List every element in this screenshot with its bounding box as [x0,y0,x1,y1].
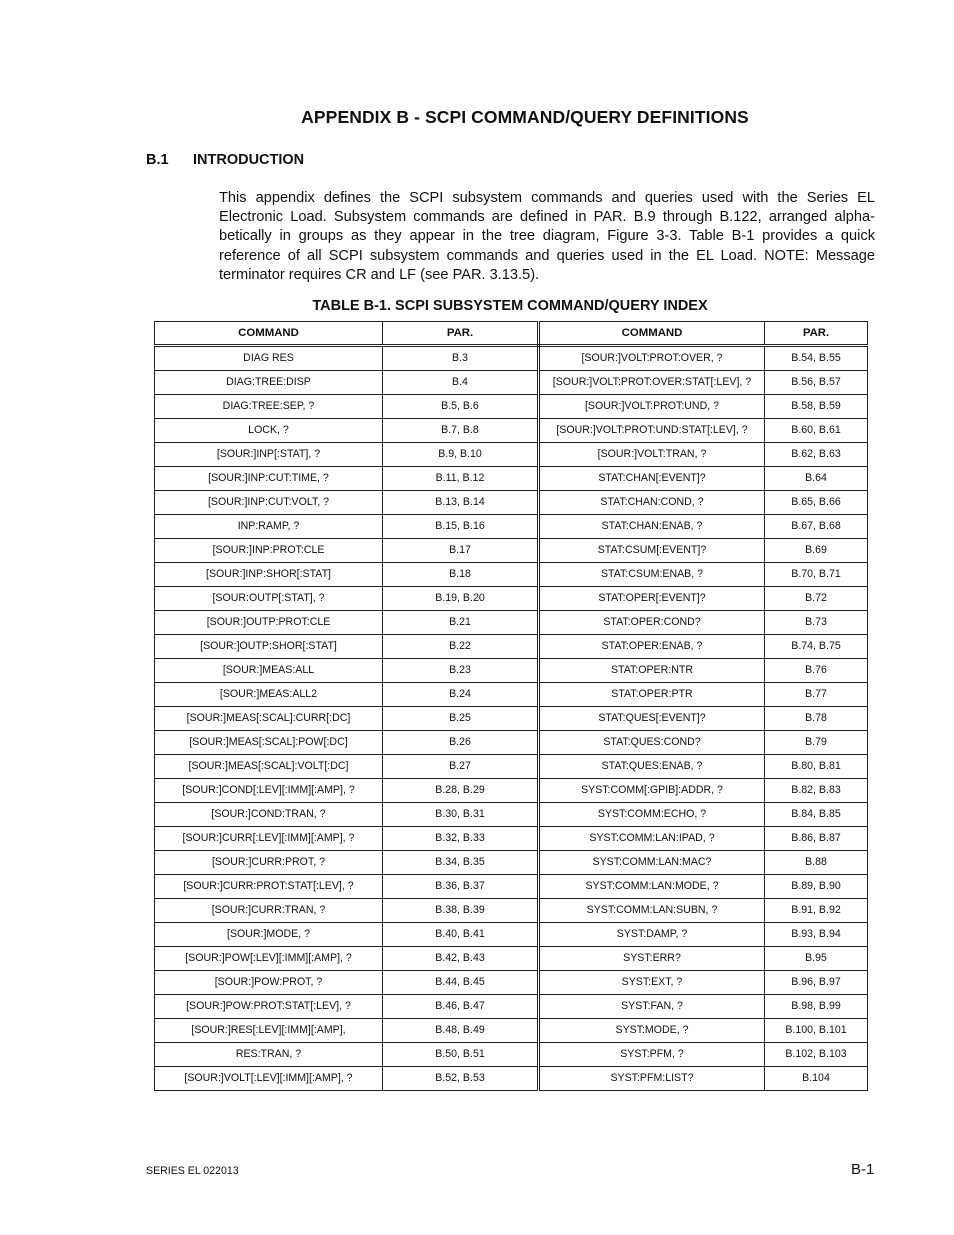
table-row [155,731,868,755]
par-left-cell: B.30, B.31 [383,803,539,827]
par-right-cell: B.84, B.85 [765,803,868,827]
par-left-cell: B.46, B.47 [383,995,539,1019]
header-command-right: COMMAND [539,322,765,346]
command-right-cell: STAT:CHAN[:EVENT]? [539,467,765,491]
command-left-cell: [SOUR:]VOLT[:LEV][:IMM][:AMP], ? [155,1067,383,1091]
par-left-cell: B.15, B.16 [383,515,539,539]
table-row [155,1019,868,1043]
par-left-cell: B.22 [383,635,539,659]
command-right-cell: STAT:CHAN:ENAB, ? [539,515,765,539]
intro-paragraph: This appendix defines the SCPI subsystem commands and queries used with the Series EL Electronic Load. Subsystem commands are defined in PAR. B.9 through B.122, arranged alpha-betically in groups as they appear in the tree diagram, Figure 3-3. Table B-1 provides a quick reference of all SCPI subsystem commands and queries used in the EL Load. NOTE: Message terminator requires CR and LF (see PAR. 3.13.5). [219,190,875,283]
command-right-cell: SYST:COMM:LAN:MAC? [539,851,765,875]
par-left-cell: B.21 [383,611,539,635]
header-command-left: COMMAND [155,322,383,346]
par-left-cell: B.3 [383,346,539,371]
par-left-cell: B.50, B.51 [383,1043,539,1067]
command-left-cell: [SOUR:]MEAS:ALL2 [155,683,383,707]
command-left-cell: [SOUR:]INP:SHOR[:STAT] [155,563,383,587]
table-row [155,611,868,635]
command-left-cell: [SOUR:]INP[:STAT], ? [155,443,383,467]
command-left-cell: [SOUR:]POW[:LEV][:IMM][:AMP], ? [155,947,383,971]
table-header-row [155,322,868,346]
table-row [155,515,868,539]
par-right-cell: B.65, B.66 [765,491,868,515]
par-right-cell: B.73 [765,611,868,635]
section-title: INTRODUCTION [193,152,305,168]
command-right-cell: STAT:OPER:COND? [539,611,765,635]
command-right-cell: SYST:COMM:LAN:IPAD, ? [539,827,765,851]
par-left-cell: B.9, B.10 [383,443,539,467]
par-left-cell: B.27 [383,755,539,779]
par-left-cell: B.17 [383,539,539,563]
par-right-cell: B.78 [765,707,868,731]
par-left-cell: B.18 [383,563,539,587]
command-left-cell: DIAG:TREE:DISP [155,371,383,395]
command-left-cell: [SOUR:]MEAS[:SCAL]:POW[:DC] [155,731,383,755]
table-row [155,707,868,731]
page-number: B-1 [851,1161,875,1178]
command-left-cell: [SOUR:]INP:PROT:CLE [155,539,383,563]
par-right-cell: B.86, B.87 [765,827,868,851]
par-left-cell: B.5, B.6 [383,395,539,419]
header-par-left: PAR. [383,322,539,346]
command-right-cell: STAT:QUES:COND? [539,731,765,755]
command-left-cell: [SOUR:]CURR:PROT, ? [155,851,383,875]
par-right-cell: B.76 [765,659,868,683]
par-right-cell: B.100, B.101 [765,1019,868,1043]
command-left-cell: RES:TRAN, ? [155,1043,383,1067]
command-left-cell: [SOUR:]MEAS:ALL [155,659,383,683]
command-right-cell: SYST:MODE, ? [539,1019,765,1043]
table-row [155,419,868,443]
par-right-cell: B.72 [765,587,868,611]
par-left-cell: B.52, B.53 [383,1067,539,1091]
table-row [155,1067,868,1091]
par-right-cell: B.77 [765,683,868,707]
par-right-cell: B.88 [765,851,868,875]
par-right-cell: B.102, B.103 [765,1043,868,1067]
table-row [155,587,868,611]
footer-series-label: SERIES EL 022013 [146,1165,239,1177]
par-right-cell: B.67, B.68 [765,515,868,539]
section-heading [146,152,304,168]
appendix-title: APPENDIX B - SCPI COMMAND/QUERY DEFINITIONS [301,107,749,127]
command-right-cell: [SOUR:]VOLT:PROT:UND:STAT[:LEV], ? [539,419,765,443]
par-left-cell: B.32, B.33 [383,827,539,851]
table-row [155,395,868,419]
command-left-cell: [SOUR:]MEAS[:SCAL]:CURR[:DC] [155,707,383,731]
header-par-right: PAR. [765,322,868,346]
par-left-cell: B.7, B.8 [383,419,539,443]
par-right-cell: B.56, B.57 [765,371,868,395]
command-right-cell: SYST:PFM, ? [539,1043,765,1067]
command-left-cell: [SOUR:]POW:PROT, ? [155,971,383,995]
par-left-cell: B.13, B.14 [383,491,539,515]
command-right-cell: [SOUR:]VOLT:PROT:OVER:STAT[:LEV], ? [539,371,765,395]
command-right-cell: [SOUR:]VOLT:PROT:UND, ? [539,395,765,419]
command-right-cell: [SOUR:]VOLT:TRAN, ? [539,443,765,467]
table-row [155,346,868,371]
par-left-cell: B.19, B.20 [383,587,539,611]
command-left-cell: [SOUR:]COND:TRAN, ? [155,803,383,827]
par-left-cell: B.4 [383,371,539,395]
command-index-table [154,321,868,1091]
command-left-cell: DIAG RES [155,346,383,371]
command-right-cell: STAT:OPER[:EVENT]? [539,587,765,611]
table-row [155,563,868,587]
command-left-cell: [SOUR:]COND[:LEV][:IMM][:AMP], ? [155,779,383,803]
table-row [155,683,868,707]
table-row [155,635,868,659]
table-row [155,875,868,899]
command-right-cell: STAT:CSUM:ENAB, ? [539,563,765,587]
par-right-cell: B.54, B.55 [765,346,868,371]
command-left-cell: INP:RAMP, ? [155,515,383,539]
command-right-cell: STAT:OPER:NTR [539,659,765,683]
par-left-cell: B.48, B.49 [383,1019,539,1043]
command-left-cell: [SOUR:]INP:CUT:VOLT, ? [155,491,383,515]
par-right-cell: B.93, B.94 [765,923,868,947]
par-right-cell: B.58, B.59 [765,395,868,419]
command-right-cell: STAT:CSUM[:EVENT]? [539,539,765,563]
table-row [155,827,868,851]
par-left-cell: B.28, B.29 [383,779,539,803]
table-row [155,659,868,683]
command-left-cell: [SOUR:]RES[:LEV][:IMM][:AMP], [155,1019,383,1043]
par-left-cell: B.26 [383,731,539,755]
table-row [155,1043,868,1067]
par-right-cell: B.79 [765,731,868,755]
section-number: B.1 [146,152,169,168]
command-right-cell: STAT:QUES:ENAB, ? [539,755,765,779]
par-right-cell: B.91, B.92 [765,899,868,923]
par-right-cell: B.95 [765,947,868,971]
par-right-cell: B.82, B.83 [765,779,868,803]
table-row [155,971,868,995]
par-right-cell: B.89, B.90 [765,875,868,899]
par-left-cell: B.36, B.37 [383,875,539,899]
table-row [155,755,868,779]
par-right-cell: B.98, B.99 [765,995,868,1019]
par-right-cell: B.64 [765,467,868,491]
command-left-cell: DIAG:TREE:SEP, ? [155,395,383,419]
command-right-cell: SYST:COMM[:GPIB]:ADDR, ? [539,779,765,803]
par-right-cell: B.70, B.71 [765,563,868,587]
command-right-cell: STAT:OPER:ENAB, ? [539,635,765,659]
par-left-cell: B.11, B.12 [383,467,539,491]
command-right-cell: [SOUR:]VOLT:PROT:OVER, ? [539,346,765,371]
par-right-cell: B.80, B.81 [765,755,868,779]
command-right-cell: SYST:COMM:LAN:MODE, ? [539,875,765,899]
par-left-cell: B.44, B.45 [383,971,539,995]
command-right-cell: SYST:FAN, ? [539,995,765,1019]
command-left-cell: [SOUR:]MODE, ? [155,923,383,947]
command-right-cell: SYST:COMM:ECHO, ? [539,803,765,827]
table-row [155,803,868,827]
command-right-cell: STAT:CHAN:COND, ? [539,491,765,515]
command-left-cell: [SOUR:]OUTP:SHOR[:STAT] [155,635,383,659]
par-left-cell: B.25 [383,707,539,731]
command-left-cell: [SOUR:]OUTP:PROT:CLE [155,611,383,635]
command-right-cell: SYST:EXT, ? [539,971,765,995]
table-row [155,467,868,491]
table-row [155,899,868,923]
table-row [155,995,868,1019]
par-left-cell: B.38, B.39 [383,899,539,923]
par-left-cell: B.34, B.35 [383,851,539,875]
command-right-cell: STAT:OPER:PTR [539,683,765,707]
table-row [155,851,868,875]
command-right-cell: SYST:COMM:LAN:SUBN, ? [539,899,765,923]
par-left-cell: B.42, B.43 [383,947,539,971]
table-row [155,539,868,563]
par-right-cell: B.62, B.63 [765,443,868,467]
par-right-cell: B.96, B.97 [765,971,868,995]
command-right-cell: SYST:PFM:LIST? [539,1067,765,1091]
command-left-cell: [SOUR:]CURR[:LEV][:IMM][:AMP], ? [155,827,383,851]
table-row [155,371,868,395]
command-left-cell: [SOUR:OUTP[:STAT], ? [155,587,383,611]
command-left-cell: [SOUR:]MEAS[:SCAL]:VOLT[:DC] [155,755,383,779]
command-right-cell: SYST:DAMP, ? [539,923,765,947]
command-right-cell: STAT:QUES[:EVENT]? [539,707,765,731]
table-title: TABLE B-1. SCPI SUBSYSTEM COMMAND/QUERY INDEX [312,298,708,314]
par-left-cell: B.40, B.41 [383,923,539,947]
par-right-cell: B.74, B.75 [765,635,868,659]
command-left-cell: LOCK, ? [155,419,383,443]
command-left-cell: [SOUR:]CURR:PROT:STAT[:LEV], ? [155,875,383,899]
par-left-cell: B.24 [383,683,539,707]
par-right-cell: B.69 [765,539,868,563]
command-right-cell: SYST:ERR? [539,947,765,971]
table-row [155,923,868,947]
par-right-cell: B.60, B.61 [765,419,868,443]
par-left-cell: B.23 [383,659,539,683]
command-left-cell: [SOUR:]POW:PROT:STAT[:LEV], ? [155,995,383,1019]
table-row [155,779,868,803]
table-row [155,443,868,467]
command-left-cell: [SOUR:]CURR:TRAN, ? [155,899,383,923]
table-row [155,947,868,971]
table-row [155,491,868,515]
par-right-cell: B.104 [765,1067,868,1091]
command-left-cell: [SOUR:]INP:CUT:TIME, ? [155,467,383,491]
